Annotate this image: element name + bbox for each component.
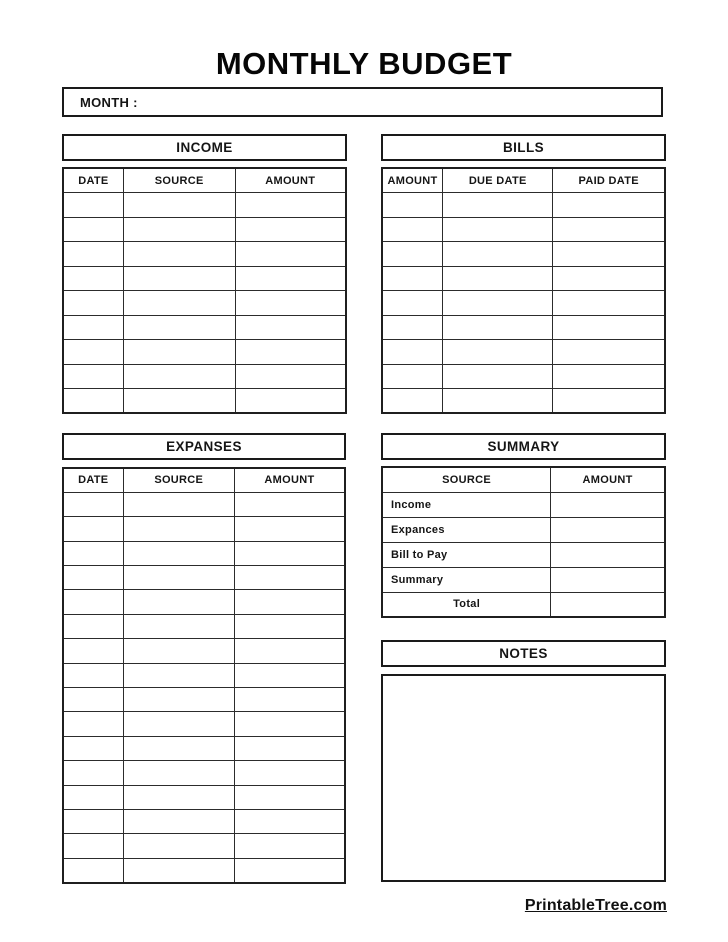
income-cell [63, 266, 123, 291]
summary-row-summary [382, 567, 665, 592]
bills-cell [553, 217, 665, 242]
bills-row [382, 340, 665, 365]
income-cell [63, 364, 123, 389]
income-cell [235, 315, 346, 340]
income-cell [63, 242, 123, 267]
summary-table [381, 466, 666, 618]
expanses-cell [123, 712, 234, 736]
summary-row-amount [551, 492, 665, 517]
income-cell [123, 266, 235, 291]
expanses-row [63, 761, 345, 785]
summary-header-row [382, 467, 665, 492]
expanses-cell [234, 566, 345, 590]
income-cell [63, 291, 123, 316]
expanses-row [63, 663, 345, 687]
expanses-cell [63, 785, 123, 809]
income-row [63, 217, 346, 242]
expanses-cell [234, 761, 345, 785]
bills-column-header: AMOUNT [382, 168, 443, 193]
expanses-cell [123, 639, 234, 663]
income-cell [235, 340, 346, 365]
expanses-cell [234, 590, 345, 614]
expanses-cell [63, 492, 123, 516]
bills-cell [382, 291, 443, 316]
bills-row [382, 193, 665, 218]
income-cell [235, 217, 346, 242]
summary-row-label: Expances [382, 517, 551, 542]
summary-total-row [382, 592, 665, 617]
income-row [63, 340, 346, 365]
bills-row [382, 266, 665, 291]
income-row [63, 389, 346, 414]
bills-cell [382, 242, 443, 267]
expanses-header-row [63, 468, 345, 492]
expanses-cell [123, 809, 234, 833]
summary-row-label: Summary [382, 567, 551, 592]
income-cell [235, 389, 346, 414]
expanses-row [63, 785, 345, 809]
bills-table [381, 167, 666, 414]
bills-row [382, 291, 665, 316]
expanses-row [63, 541, 345, 565]
expanses-table [62, 467, 346, 884]
expanses-cell [63, 736, 123, 760]
bills-cell [382, 389, 443, 414]
income-column-header: AMOUNT [235, 168, 346, 193]
expanses-cell [63, 614, 123, 638]
expanses-cell [63, 663, 123, 687]
bills-cell [553, 340, 665, 365]
summary-section-header: SUMMARY [381, 433, 666, 460]
expanses-cell [123, 614, 234, 638]
income-row [63, 291, 346, 316]
bills-cell [382, 315, 443, 340]
expanses-cell [63, 517, 123, 541]
expanses-row [63, 614, 345, 638]
expanses-cell [123, 566, 234, 590]
notes-box [381, 674, 666, 882]
bills-cell [553, 364, 665, 389]
page-title: MONTHLY BUDGET [215, 46, 513, 81]
expanses-cell [123, 858, 234, 882]
income-column-header: SOURCE [123, 168, 235, 193]
income-cell [235, 364, 346, 389]
income-cell [123, 340, 235, 365]
bills-row [382, 217, 665, 242]
summary-total-label: Total [382, 592, 551, 617]
footer-site-link: PrintableTree.com [524, 897, 667, 914]
income-column-header: DATE [63, 168, 123, 193]
expanses-cell [63, 834, 123, 858]
expanses-row [63, 858, 345, 882]
summary-row-expances [382, 517, 665, 542]
expanses-row [63, 517, 345, 541]
expanses-cell [123, 785, 234, 809]
expanses-column-header: DATE [63, 468, 123, 492]
bills-cell [553, 315, 665, 340]
expanses-cell [63, 712, 123, 736]
summary-column-header: AMOUNT [551, 467, 665, 492]
income-cell [63, 389, 123, 414]
summary-column-header: SOURCE [382, 467, 551, 492]
summary-row-income [382, 492, 665, 517]
bills-cell [553, 193, 665, 218]
income-cell [63, 217, 123, 242]
expanses-cell [234, 492, 345, 516]
expanses-cell [234, 517, 345, 541]
expanses-section-header: EXPANSES [62, 433, 346, 460]
bills-cell [382, 364, 443, 389]
income-cell [123, 364, 235, 389]
expanses-cell [123, 492, 234, 516]
expanses-column-header: SOURCE [123, 468, 234, 492]
expanses-cell [234, 614, 345, 638]
bills-cell [443, 315, 553, 340]
notes-section-header: NOTES [381, 640, 666, 667]
expanses-cell [234, 785, 345, 809]
expanses-cell [63, 639, 123, 663]
bills-cell [443, 340, 553, 365]
expanses-column-header: AMOUNT [234, 468, 345, 492]
bills-row [382, 364, 665, 389]
expanses-cell [123, 590, 234, 614]
expanses-cell [63, 590, 123, 614]
expanses-cell [63, 809, 123, 833]
expanses-cell [63, 541, 123, 565]
bills-row [382, 389, 665, 414]
expanses-row [63, 688, 345, 712]
income-cell [63, 340, 123, 365]
bills-cell [382, 217, 443, 242]
expanses-cell [63, 688, 123, 712]
expanses-row [63, 639, 345, 663]
income-table [62, 167, 347, 414]
bills-cell [382, 193, 443, 218]
summary-row-amount [551, 542, 665, 567]
expanses-cell [234, 858, 345, 882]
expanses-cell [63, 858, 123, 882]
income-cell [63, 193, 123, 218]
expanses-cell [234, 809, 345, 833]
bills-cell [443, 266, 553, 291]
bills-header-row [382, 168, 665, 193]
expanses-cell [234, 541, 345, 565]
summary-row-label: Bill to Pay [382, 542, 551, 567]
bills-cell [553, 291, 665, 316]
income-cell [235, 266, 346, 291]
income-cell [235, 242, 346, 267]
income-section-header: INCOME [62, 134, 347, 161]
expanses-cell [123, 736, 234, 760]
income-cell [123, 389, 235, 414]
expanses-cell [234, 639, 345, 663]
income-cell [63, 315, 123, 340]
income-row [63, 242, 346, 267]
expanses-cell [123, 688, 234, 712]
expanses-cell [123, 663, 234, 687]
expanses-row [63, 712, 345, 736]
income-cell [123, 193, 235, 218]
bills-cell [553, 266, 665, 291]
expanses-cell [234, 834, 345, 858]
expanses-cell [234, 736, 345, 760]
expanses-cell [63, 566, 123, 590]
expanses-cell [123, 541, 234, 565]
income-row [63, 266, 346, 291]
expanses-row [63, 809, 345, 833]
bills-cell [443, 364, 553, 389]
income-row [63, 193, 346, 218]
bills-cell [382, 266, 443, 291]
bills-section-header: BILLS [381, 134, 666, 161]
expanses-cell [234, 663, 345, 687]
bills-column-header: DUE DATE [443, 168, 553, 193]
expanses-row [63, 566, 345, 590]
bills-cell [553, 389, 665, 414]
income-row [63, 315, 346, 340]
bills-row [382, 242, 665, 267]
summary-row-bill-to-pay [382, 542, 665, 567]
summary-row-label: Income [382, 492, 551, 517]
income-cell [123, 315, 235, 340]
income-cell [123, 291, 235, 316]
expanses-row [63, 590, 345, 614]
expanses-cell [123, 761, 234, 785]
bills-column-header: PAID DATE [553, 168, 665, 193]
summary-total-amount [551, 592, 665, 617]
month-field [62, 87, 663, 117]
expanses-row [63, 834, 345, 858]
bills-cell [382, 340, 443, 365]
bills-row [382, 315, 665, 340]
income-cell [235, 291, 346, 316]
bills-cell [443, 242, 553, 267]
income-cell [123, 242, 235, 267]
bills-cell [443, 193, 553, 218]
expanses-cell [123, 517, 234, 541]
bills-cell [553, 242, 665, 267]
income-cell [123, 217, 235, 242]
income-header-row [63, 168, 346, 193]
month-label: MONTH : [80, 94, 138, 110]
expanses-cell [123, 834, 234, 858]
expanses-cell [234, 712, 345, 736]
expanses-cell [63, 761, 123, 785]
summary-row-amount [551, 517, 665, 542]
expanses-row [63, 736, 345, 760]
expanses-cell [234, 688, 345, 712]
bills-cell [443, 217, 553, 242]
income-row [63, 364, 346, 389]
income-cell [235, 193, 346, 218]
bills-cell [443, 389, 553, 414]
bills-cell [443, 291, 553, 316]
expanses-row [63, 492, 345, 516]
summary-row-amount [551, 567, 665, 592]
